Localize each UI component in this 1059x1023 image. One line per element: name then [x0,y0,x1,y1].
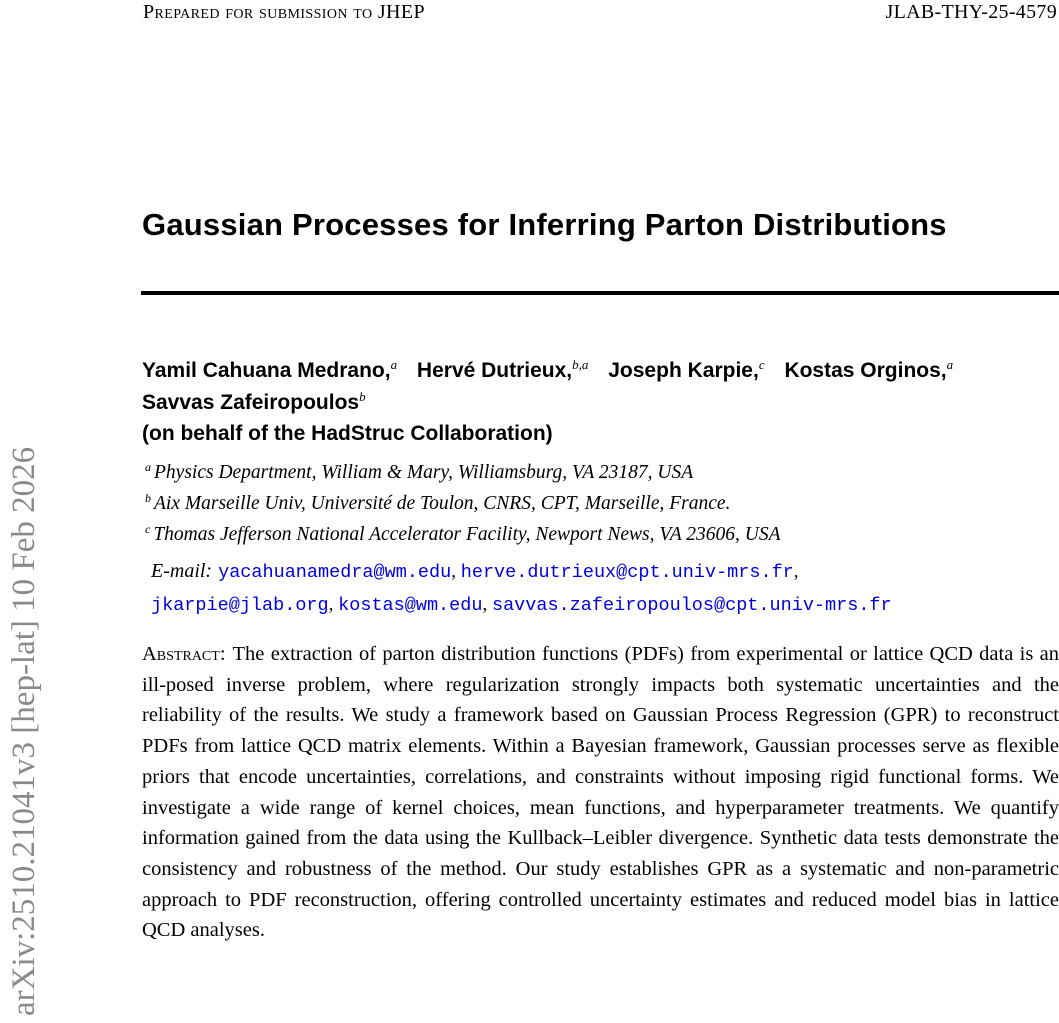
author [417,355,588,387]
abstract-text: The extraction of parton distribution functions (PDFs) from experimental or lattice QCD data is an ill-posed inverse problem, where regularization strongly impacts both systematic uncertainties and the reliability of the results. We study a framework based on Gaussian Process Regression (GPR) to reconstruct PDFs from lattice QCD matrix elements. Within a Bayesian framework, Gaussian processes serve as flexible priors that encode uncertainties, correlations, and constraints without imposing rigid functional forms. We investigate a wide range of kernel choices, mean functions, and hyperparameter treatments. We quantify information gained from the data using the Kullback–Leibler divergence. Synthetic data tests demonstrate the consistency and robustness of the method. Our study establishes GPR as a systematic and non-parametric approach to PDF reconstruction, offering controlled uncertainty estimates and reduced model bias in lattice QCD analyses. [142,643,1059,942]
page-header [143,1,1057,24]
author-affil-mark: a [390,357,398,372]
title-rule [141,291,1059,295]
author [608,355,764,387]
affil-text: Aix Marseille Univ, Université de Toulon, CNRS, CPT, Marseille, France. [154,493,731,514]
email-label: E-mail: [151,560,213,582]
email-link[interactable]: yacahuanamedra@wm.edu [218,562,452,583]
email-separator: , [451,561,461,582]
author [142,387,366,419]
author [142,355,397,387]
paper-title: Gaussian Processes for Inferring Parton Distributions [142,206,947,242]
author-name: Yamil Cahuana Medrano, [142,359,391,382]
affiliation-block [145,457,1059,550]
author-affil-mark: b,a [572,357,589,372]
affil-mark: a [145,459,151,474]
report-number: JLAB-THY-25-4579 [885,1,1057,23]
author-block [142,355,1059,450]
affil-mark: c [145,521,151,536]
email-line-2 [151,589,1059,622]
affiliation [145,519,1059,550]
email-separator: , [482,593,492,615]
email-link[interactable]: herve.dutrieux@cpt.univ-mrs.fr [460,562,794,583]
affiliation [145,488,1059,519]
author-affil-mark: b [359,388,366,404]
email-block [151,556,1059,621]
email-link[interactable]: kostas@wm.edu [338,594,483,616]
author [784,355,953,387]
author-name: Kostas Orginos, [784,359,947,382]
author-line-2 [142,387,1059,419]
email-link[interactable]: savvas.zafeiropoulos@cpt.univ-mrs.fr [491,594,892,616]
abstract [142,639,1059,946]
email-link[interactable]: jkarpie@jlab.org [151,594,329,616]
author-name: Joseph Karpie, [608,359,759,382]
affil-text: Physics Department, William & Mary, Williamsburg, VA 23187, USA [154,462,694,483]
affil-text: Thomas Jefferson National Accelerator Facility, Newport News, VA 23606, USA [153,524,781,545]
arxiv-watermark: arXiv:2510.21041v3 [hep-lat] 10 Feb 2026 [6,446,42,1016]
email-line-1 [151,556,1059,589]
author-line-1 [142,355,1059,387]
affil-mark: b [145,490,151,505]
submission-note: Prepared for submission to JHEP [143,1,426,23]
email-separator: , [793,561,799,582]
affiliation [145,457,1059,488]
collaboration-note: (on behalf of the HadStruc Collaboration) [142,422,553,445]
email-separator: , [328,593,339,615]
author-name: Hervé Dutrieux, [416,359,573,382]
author-affil-mark: a [946,357,954,372]
author-affil-mark: c [758,357,765,372]
abstract-label: Abstract: [142,643,226,665]
author-name: Savvas Zafeiropoulos [142,390,360,414]
